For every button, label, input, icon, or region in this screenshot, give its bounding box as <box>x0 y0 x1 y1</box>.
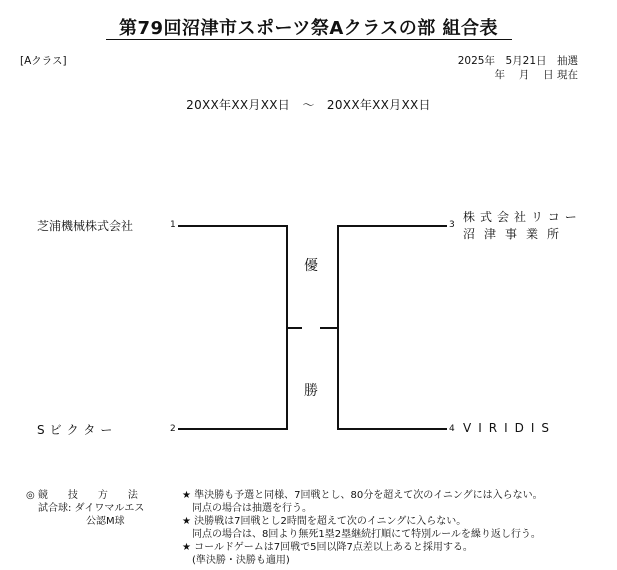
bracket-line-left-top <box>178 225 287 227</box>
team-right-top-line2: 沼津事業所 <box>463 227 569 241</box>
rule-line: ★ 決勝戦は7回戦とし2時間を超えて次のイニングに入らない。 <box>182 516 467 527</box>
class-label: [Aクラス] <box>20 55 67 67</box>
rule-line: (準決勝・決勝も適用) <box>182 555 290 566</box>
tournament-period: 20XX年XX月XX日 ～ 20XX年XX月XX日 <box>186 98 431 112</box>
champion-label-2: 勝 <box>304 383 318 399</box>
ball-value: 公認M球 <box>86 516 125 527</box>
rule-line: ★ コールドゲームは7回戦で5回以降7点差以上あると採用する。 <box>182 542 473 553</box>
team-left-top: 芝浦機械株式会社 <box>37 219 134 233</box>
seed-3: 3 <box>449 220 455 230</box>
seed-4: 4 <box>449 424 455 434</box>
seed-2: 2 <box>170 424 176 434</box>
rule-line: 同点の場合は抽選を行う。 <box>182 503 312 514</box>
rule-line: ★ 準決勝も予選と同様、7回戦とし、80分を超えて次のイニングには入らない。 <box>182 490 543 501</box>
team-left-bottom: Sビクター <box>37 423 118 437</box>
rules-heading: ◎ 競 技 方 法 <box>26 490 138 501</box>
seed-1: 1 <box>170 220 176 230</box>
title-underline <box>106 39 512 40</box>
draw-date: 2025年 5月21日 抽選 <box>457 55 578 67</box>
champion-label-1: 優 <box>304 258 318 274</box>
ball-label: 試合球: ダイワマルエス <box>38 503 145 514</box>
bracket-line-right-bottom <box>337 428 447 430</box>
bracket-line-left-bottom <box>178 428 287 430</box>
status-date: 年 月 日 現在 <box>494 69 578 81</box>
team-right-top-line1: 株式会社リコー <box>463 210 582 224</box>
bracket-line-right-center <box>320 327 337 329</box>
bracket-line-right-top <box>337 225 447 227</box>
bracket-line-right-vertical <box>337 225 339 430</box>
page-title: 第79回沼津市スポーツ祭Aクラスの部 組合表 <box>119 18 498 39</box>
team-right-bottom: VIRIDIS <box>463 421 557 435</box>
rule-line: 同点の場合は、8回より無死1塁2塁継続打順にて特別ルールを繰り返し行う。 <box>182 529 541 540</box>
bracket-line-left-center <box>286 327 302 329</box>
